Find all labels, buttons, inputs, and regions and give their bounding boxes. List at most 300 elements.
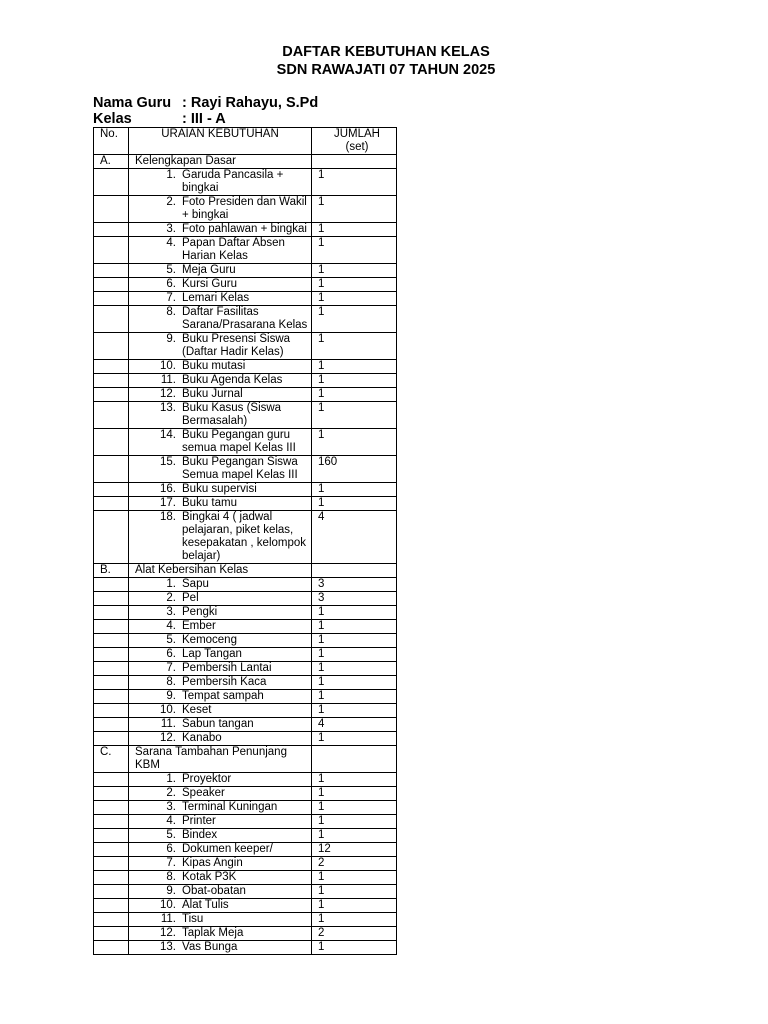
item-quantity: 1 — [312, 732, 397, 746]
table-row — [94, 648, 397, 662]
table-row — [94, 773, 397, 787]
table-row — [94, 718, 397, 732]
item-number: 6. — [166, 278, 176, 290]
row-desc-cell — [129, 871, 312, 885]
item-entry — [129, 292, 311, 305]
item-description: Buku supervisi — [182, 483, 257, 495]
item-quantity: 1 — [312, 871, 397, 885]
row-no-cell — [94, 578, 129, 592]
item-description: Alat Tulis — [182, 899, 229, 911]
item-quantity: 1 — [312, 676, 397, 690]
item-number: 12. — [160, 927, 176, 939]
item-number: 1. — [166, 169, 176, 181]
row-no-cell — [94, 306, 129, 333]
table-row — [94, 606, 397, 620]
item-description: Pembersih Lantai — [182, 662, 272, 674]
item-quantity: 1 — [312, 704, 397, 718]
item-number: 2. — [166, 787, 176, 799]
row-no-cell — [94, 196, 129, 223]
class-label: Kelas — [93, 111, 132, 127]
section-qty-cell — [312, 564, 397, 578]
table-row — [94, 264, 397, 278]
row-desc-cell — [129, 333, 312, 360]
item-entry — [129, 843, 311, 856]
item-description: Garuda Pancasila + bingkai — [182, 169, 284, 194]
item-number: 9. — [166, 885, 176, 897]
item-entry — [129, 456, 311, 482]
table-row — [94, 885, 397, 899]
row-no-cell — [94, 913, 129, 927]
row-desc-cell — [129, 718, 312, 732]
item-quantity: 1 — [312, 483, 397, 497]
row-no-cell — [94, 690, 129, 704]
item-description: Buku tamu — [182, 497, 237, 509]
item-quantity: 1 — [312, 237, 397, 264]
row-desc-cell — [129, 306, 312, 333]
item-description: Terminal Kuningan — [182, 801, 278, 813]
table-row — [94, 456, 397, 483]
item-quantity: 1 — [312, 169, 397, 196]
row-desc-cell — [129, 857, 312, 871]
item-description: Dokumen keeper/ — [182, 843, 273, 855]
row-desc-cell — [129, 196, 312, 223]
item-quantity: 1 — [312, 648, 397, 662]
item-number: 5. — [166, 264, 176, 276]
item-entry — [129, 402, 311, 428]
item-entry — [129, 237, 311, 263]
item-quantity: 1 — [312, 606, 397, 620]
item-entry — [129, 662, 311, 675]
item-entry — [129, 857, 311, 870]
item-description: Pel — [182, 592, 199, 604]
item-number: 17. — [160, 497, 176, 509]
section-row — [94, 746, 397, 773]
item-quantity: 1 — [312, 787, 397, 801]
item-quantity: 1 — [312, 634, 397, 648]
table-row — [94, 169, 397, 196]
item-number: 13. — [160, 402, 176, 414]
item-quantity: 1 — [312, 815, 397, 829]
row-desc-cell — [129, 787, 312, 801]
row-no-cell — [94, 843, 129, 857]
row-desc-cell — [129, 662, 312, 676]
item-quantity: 3 — [312, 592, 397, 606]
row-no-cell — [94, 801, 129, 815]
row-no-cell — [94, 483, 129, 497]
row-desc-cell — [129, 899, 312, 913]
table-row — [94, 787, 397, 801]
item-description: Obat-obatan — [182, 885, 246, 897]
table-row — [94, 620, 397, 634]
item-description: Lemari Kelas — [182, 292, 250, 304]
table-row — [94, 333, 397, 360]
table-row — [94, 801, 397, 815]
item-description: Sabun tangan — [182, 718, 254, 730]
row-desc-cell — [129, 885, 312, 899]
row-no-cell — [94, 456, 129, 483]
item-description: Pengki — [182, 606, 218, 618]
item-description: Kipas Angin — [182, 857, 243, 869]
row-no-cell — [94, 718, 129, 732]
needs-table — [93, 127, 397, 955]
item-quantity: 160 — [312, 456, 397, 483]
row-no-cell — [94, 704, 129, 718]
row-no-cell — [94, 885, 129, 899]
row-desc-cell — [129, 429, 312, 456]
item-number: 4. — [166, 815, 176, 827]
item-description: Buku Pegangan Siswa Semua mapel Kelas III — [182, 456, 298, 481]
item-description: Sapu — [182, 578, 209, 590]
item-entry — [129, 333, 311, 359]
row-no-cell — [94, 169, 129, 196]
item-number: 14. — [160, 429, 176, 441]
item-entry — [129, 169, 311, 195]
item-description: Daftar Fasilitas Sarana/Prasarana Kelas — [182, 306, 308, 331]
item-quantity: 1 — [312, 374, 397, 388]
item-description: Papan Daftar Absen Harian Kelas — [182, 237, 285, 262]
item-number: 3. — [166, 801, 176, 813]
item-number: 6. — [166, 648, 176, 660]
item-quantity: 1 — [312, 264, 397, 278]
item-description: Kanabo — [182, 732, 222, 744]
item-description: Vas Bunga — [182, 941, 238, 953]
table-row — [94, 223, 397, 237]
row-desc-cell — [129, 732, 312, 746]
item-number: 4. — [166, 237, 176, 249]
item-entry — [129, 483, 311, 496]
row-desc-cell — [129, 592, 312, 606]
item-description: Ember — [182, 620, 216, 632]
item-quantity: 1 — [312, 223, 397, 237]
item-entry — [129, 511, 311, 563]
item-entry — [129, 388, 311, 401]
item-entry — [129, 606, 311, 619]
item-number: 16. — [160, 483, 176, 495]
item-entry — [129, 620, 311, 633]
item-description: Keset — [182, 704, 212, 716]
teacher-value: : Rayi Rahayu, S.Pd — [182, 95, 319, 111]
row-no-cell — [94, 815, 129, 829]
item-description: Kotak P3K — [182, 871, 237, 883]
item-quantity: 4 — [312, 511, 397, 564]
item-entry — [129, 885, 311, 898]
table-row — [94, 913, 397, 927]
item-quantity: 1 — [312, 333, 397, 360]
row-desc-cell — [129, 237, 312, 264]
item-number: 7. — [166, 662, 176, 674]
section-row — [94, 564, 397, 578]
item-quantity: 1 — [312, 497, 397, 511]
row-no-cell — [94, 388, 129, 402]
item-description: Foto Presiden dan Wakil + bingkai — [182, 196, 307, 221]
row-desc-cell — [129, 634, 312, 648]
teacher-label: Nama Guru — [93, 95, 172, 111]
item-number: 10. — [160, 704, 176, 716]
item-description: Bingkai 4 ( jadwal pelajaran, piket kelas, kesepakatan , kelompok belajar) — [182, 511, 307, 562]
item-description: Tempat sampah — [182, 690, 264, 702]
table-header-row — [94, 128, 397, 155]
item-quantity: 1 — [312, 196, 397, 223]
item-number: 8. — [166, 871, 176, 883]
item-number: 2. — [166, 196, 176, 208]
item-number: 5. — [166, 634, 176, 646]
item-number: 11. — [160, 374, 176, 386]
table-row — [94, 871, 397, 885]
item-entry — [129, 374, 311, 387]
header-no: No. — [94, 128, 129, 155]
row-desc-cell — [129, 843, 312, 857]
row-no-cell — [94, 292, 129, 306]
item-description: Buku Agenda Kelas — [182, 374, 283, 386]
class-value: : III - A — [182, 111, 226, 127]
item-entry — [129, 360, 311, 373]
item-description: Buku Presensi Siswa (Daftar Hadir Kelas) — [182, 333, 291, 358]
row-no-cell — [94, 871, 129, 885]
item-entry — [129, 704, 311, 717]
item-number: 13. — [160, 941, 176, 953]
item-entry — [129, 801, 311, 814]
row-no-cell — [94, 374, 129, 388]
table-row — [94, 306, 397, 333]
table-row — [94, 429, 397, 456]
item-number: 4. — [166, 620, 176, 632]
header-uraian: URAIAN KEBUTUHAN — [129, 128, 312, 155]
row-desc-cell — [129, 927, 312, 941]
item-description: Kemoceng — [182, 634, 237, 646]
item-number: 11. — [160, 718, 176, 730]
item-number: 8. — [166, 306, 176, 318]
table-row — [94, 815, 397, 829]
item-description: Lap Tangan — [182, 648, 242, 660]
item-quantity: 3 — [312, 578, 397, 592]
row-desc-cell — [129, 497, 312, 511]
item-entry — [129, 941, 311, 954]
item-entry — [129, 196, 311, 222]
item-quantity: 1 — [312, 899, 397, 913]
row-no-cell — [94, 634, 129, 648]
item-entry — [129, 429, 311, 455]
item-description: Buku Jurnal — [182, 388, 243, 400]
item-number: 10. — [160, 360, 176, 372]
row-no-cell — [94, 402, 129, 429]
row-desc-cell — [129, 402, 312, 429]
item-entry — [129, 899, 311, 912]
row-no-cell — [94, 941, 129, 955]
item-description: Foto pahlawan + bingkai — [182, 223, 307, 235]
row-no-cell — [94, 732, 129, 746]
table-row — [94, 388, 397, 402]
item-number: 12. — [160, 388, 176, 400]
row-desc-cell — [129, 456, 312, 483]
item-description: Tisu — [182, 913, 204, 925]
document-subtitle: SDN RAWAJATI 07 TAHUN 2025 — [276, 62, 496, 78]
section-name: Alat Kebersihan Kelas — [129, 564, 312, 578]
item-number: 6. — [166, 843, 176, 855]
item-entry — [129, 913, 311, 926]
row-no-cell — [94, 662, 129, 676]
table-row — [94, 578, 397, 592]
section-qty-cell — [312, 746, 397, 773]
table-row — [94, 690, 397, 704]
row-no-cell — [94, 264, 129, 278]
row-no-cell — [94, 829, 129, 843]
table-row — [94, 857, 397, 871]
table-row — [94, 843, 397, 857]
row-desc-cell — [129, 801, 312, 815]
table-row — [94, 662, 397, 676]
table-row — [94, 941, 397, 955]
item-quantity: 2 — [312, 927, 397, 941]
item-number: 9. — [166, 690, 176, 702]
item-number: 3. — [166, 223, 176, 235]
row-desc-cell — [129, 620, 312, 634]
item-number: 8. — [166, 676, 176, 688]
section-name: Kelengkapan Dasar — [129, 155, 312, 169]
row-no-cell — [94, 360, 129, 374]
item-number: 15. — [160, 456, 176, 468]
item-description: Taplak Meja — [182, 927, 244, 939]
item-quantity: 2 — [312, 857, 397, 871]
row-no-cell — [94, 648, 129, 662]
item-number: 3. — [166, 606, 176, 618]
item-entry — [129, 815, 311, 828]
row-no-cell — [94, 899, 129, 913]
table-row — [94, 634, 397, 648]
item-quantity: 1 — [312, 388, 397, 402]
item-entry — [129, 829, 311, 842]
item-entry — [129, 773, 311, 786]
item-number: 1. — [166, 578, 176, 590]
table-row — [94, 704, 397, 718]
item-quantity: 1 — [312, 306, 397, 333]
item-quantity: 1 — [312, 773, 397, 787]
item-entry — [129, 592, 311, 605]
table-row — [94, 360, 397, 374]
row-desc-cell — [129, 829, 312, 843]
item-description: Buku Kasus (Siswa Bermasalah) — [182, 402, 282, 427]
row-desc-cell — [129, 511, 312, 564]
table-body — [94, 155, 397, 955]
item-quantity: 1 — [312, 690, 397, 704]
section-code: A. — [94, 155, 129, 169]
row-desc-cell — [129, 815, 312, 829]
table-row — [94, 402, 397, 429]
table-row — [94, 592, 397, 606]
row-no-cell — [94, 511, 129, 564]
item-description: Bindex — [182, 829, 218, 841]
item-description: Meja Guru — [182, 264, 236, 276]
item-entry — [129, 648, 311, 661]
table-row — [94, 374, 397, 388]
item-description: Printer — [182, 815, 216, 827]
item-entry — [129, 497, 311, 510]
item-quantity: 12 — [312, 843, 397, 857]
item-description: Buku Pegangan guru semua mapel Kelas III — [182, 429, 296, 454]
row-no-cell — [94, 333, 129, 360]
item-quantity: 1 — [312, 429, 397, 456]
table-row — [94, 497, 397, 511]
row-desc-cell — [129, 483, 312, 497]
item-quantity: 1 — [312, 620, 397, 634]
row-desc-cell — [129, 941, 312, 955]
row-no-cell — [94, 223, 129, 237]
row-desc-cell — [129, 676, 312, 690]
item-entry — [129, 223, 311, 236]
item-quantity: 1 — [312, 402, 397, 429]
table-row — [94, 511, 397, 564]
table-row — [94, 278, 397, 292]
row-desc-cell — [129, 264, 312, 278]
table-row — [94, 829, 397, 843]
row-desc-cell — [129, 578, 312, 592]
item-entry — [129, 871, 311, 884]
item-description: Pembersih Kaca — [182, 676, 267, 688]
table-row — [94, 292, 397, 306]
item-entry — [129, 676, 311, 689]
class-line — [93, 111, 226, 128]
item-quantity: 1 — [312, 292, 397, 306]
row-no-cell — [94, 606, 129, 620]
row-desc-cell — [129, 360, 312, 374]
row-no-cell — [94, 237, 129, 264]
section-row — [94, 155, 397, 169]
row-desc-cell — [129, 278, 312, 292]
item-description: Buku mutasi — [182, 360, 246, 372]
row-no-cell — [94, 620, 129, 634]
item-quantity: 4 — [312, 718, 397, 732]
row-no-cell — [94, 278, 129, 292]
document-title: DAFTAR KEBUTUHAN KELAS — [282, 44, 490, 60]
table-row — [94, 196, 397, 223]
row-no-cell — [94, 676, 129, 690]
row-desc-cell — [129, 169, 312, 196]
item-entry — [129, 718, 311, 731]
item-number: 7. — [166, 857, 176, 869]
row-desc-cell — [129, 388, 312, 402]
item-quantity: 1 — [312, 278, 397, 292]
row-desc-cell — [129, 773, 312, 787]
row-desc-cell — [129, 913, 312, 927]
item-quantity: 1 — [312, 941, 397, 955]
row-desc-cell — [129, 648, 312, 662]
item-entry — [129, 278, 311, 291]
item-number: 2. — [166, 592, 176, 604]
item-entry — [129, 927, 311, 940]
item-number: 9. — [166, 333, 176, 345]
table-row — [94, 899, 397, 913]
item-quantity: 1 — [312, 913, 397, 927]
item-number: 12. — [160, 732, 176, 744]
table-row — [94, 676, 397, 690]
item-entry — [129, 306, 311, 332]
item-description: Speaker — [182, 787, 225, 799]
item-entry — [129, 634, 311, 647]
section-name: Sarana Tambahan Penunjang KBM — [129, 746, 312, 773]
item-number: 10. — [160, 899, 176, 911]
section-qty-cell — [312, 155, 397, 169]
row-desc-cell — [129, 292, 312, 306]
header-jumlah: JUMLAH (set) — [312, 128, 397, 155]
row-desc-cell — [129, 223, 312, 237]
table-row — [94, 483, 397, 497]
row-desc-cell — [129, 606, 312, 620]
item-quantity: 1 — [312, 662, 397, 676]
item-entry — [129, 690, 311, 703]
item-quantity: 1 — [312, 885, 397, 899]
row-no-cell — [94, 773, 129, 787]
table-row — [94, 732, 397, 746]
row-no-cell — [94, 787, 129, 801]
